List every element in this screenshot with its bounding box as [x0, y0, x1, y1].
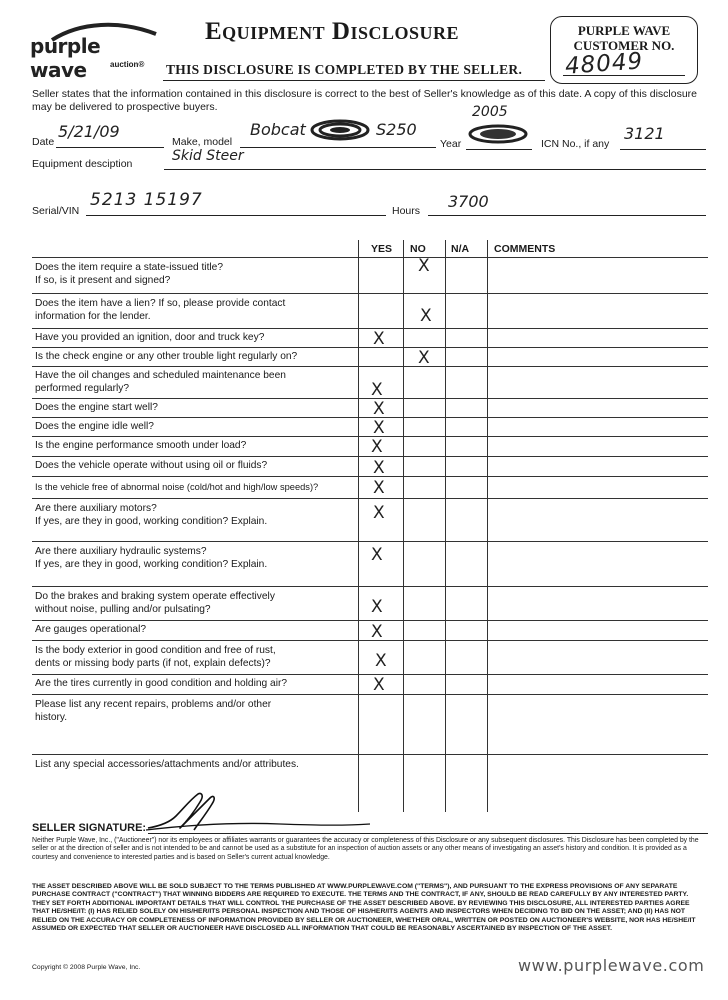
scribble-mark [308, 116, 372, 144]
check-mark[interactable]: X [375, 651, 387, 671]
check-mark[interactable]: X [371, 437, 383, 457]
header-no: NO [410, 243, 426, 255]
question-engine-performance: Is the engine performance smooth under load? [35, 440, 247, 451]
make-value[interactable]: Bobcat [250, 120, 306, 139]
year-label: Year [440, 138, 462, 150]
check-mark[interactable]: X [373, 503, 385, 523]
date-value[interactable]: 5/21/09 [58, 122, 120, 141]
question-engine-start: Does the engine start well? [35, 402, 158, 413]
check-mark[interactable]: X [371, 597, 383, 617]
check-mark[interactable]: X [371, 545, 383, 565]
check-mark[interactable]: X [373, 329, 385, 349]
check-mark[interactable]: X [373, 418, 385, 438]
check-mark[interactable]: X [373, 458, 385, 478]
date-label: Date [32, 136, 55, 148]
check-mark[interactable]: X [418, 256, 430, 276]
year-scribble-mark [466, 122, 530, 146]
intro-paragraph: Seller states that the information contained in this disclosure is correct to the best of Seller's knowledge as of this date. A copy of this disclosure may be delivered to prospective buyers. [32, 88, 698, 113]
check-mark[interactable]: X [418, 348, 430, 368]
question-gauges: Are gauges operational? [35, 624, 147, 635]
copyright-text: Copyright © 2008 Purple Wave, Inc. [32, 964, 141, 971]
question-noise: Is the vehicle free of abnormal noise (cold/hot and high/low speeds)? [35, 482, 319, 492]
serial-value[interactable]: 5213 15197 [90, 190, 203, 210]
legal-terms-text: THE ASSET DESCRIBED ABOVE WILL BE SOLD SUBJECT TO THE TERMS PUBLISHED AT WWW.PURPLEWAVE.COM ("TERMS"), AND PURSUANT TO THE EXPRESS PROVISIONS OF ANY SEPARATE PURCHASE CONTRACT ("CONTRACT") THAT WINNING BIDDERS ARE REQUIRED TO EXECUTE. THE TERMS AND THE CONTRACT, IF ANY, SHOULD BE READ CAREFULLY BY ANY INTERESTED PARTY. THEY SET FORTH ADDITIONAL IMPORTANT DETAILS THAT WILL CONTROL THE PURCHASE OF THE ASSET DESCRIBED ABOVE. BY REVIEWING THIS DISCLOSURE, ALL INTERESTED PARTIES AGREE THAT HE/SHE/IT: (I) HAS RELIED SOLELY ON HIS/HER/ITS PERSONAL INSPECTION AND THOSE OF HIS/HER/ITS AGENTS AND INSPECTORS WHEN DECIDING TO BID ON THE ASSET; AND (II) HAS NOT RELIED ON THE ACCURACY OR COMPLETENESS OF INFORMATION PROVIDED BY SELLER OR AUCTIONEER, WHETHER ORAL, WRITTEN OR POSTED ON AUCTIONEER'S WEBSITE, NOR HAS HE/SHE/IT ASSUMED OR EXPECTED THAT SELLER OR AUCTIONEER HAVE DISCLOSED ALL INFORMATION THAT COULD BE REASONABLY ASCERTAINED BY INSPECTION OF THE ASSET. [32, 883, 696, 933]
seller-signature-label: SELLER SIGNATURE: [32, 822, 147, 834]
question-fluids: Does the vehicle operate without using oil or fluids? [35, 460, 268, 471]
hours-label: Hours [392, 205, 421, 217]
customer-box-line2: CUSTOMER NO. [573, 38, 675, 53]
question-oil-changes: Have the oil changes and scheduled maintenance been performed regularly? [35, 370, 286, 394]
header-na: N/A [451, 243, 470, 255]
question-accessories: List any special accessories/attachments and/or attributes. [35, 759, 299, 770]
question-aux-motors: Are there auxiliary motors? If yes, are they in good, working condition? Explain. [35, 503, 268, 527]
customer-box-line1: PURPLE WAVE [577, 23, 671, 38]
purple-wave-logo [30, 20, 160, 82]
question-body: Is the body exterior in good condition and free of rust, dents or missing body parts (if not, explain defects)? [35, 645, 276, 669]
header-comments: COMMENTS [494, 243, 556, 255]
page-subtitle: THIS DISCLOSURE IS COMPLETED BY THE SELLER. [166, 62, 523, 77]
make-model-label: Make, model [172, 136, 233, 148]
question-repairs: Please list any recent repairs, problems and/or other history. [35, 699, 272, 723]
header-yes: YES [371, 243, 393, 255]
question-brakes: Do the brakes and braking system operate effectively without noise, pulling and/or pulsating? [35, 591, 275, 615]
check-mark[interactable]: X [420, 306, 432, 326]
serial-label: Serial/VIN [32, 205, 80, 217]
disclaimer-text: Neither Purple Wave, Inc., ("Auctioneer") nor its employees or affiliates warrants or guarantees the accuracy or completeness of this Disclosure or any subsequent disclosures. This Disclosure has been completed by the seller or at the direction of seller and is not intended to be and cannot be used as a substitute for an inspection of auction assets or any other means of investigating an asset's history and condition. It is provided as a courtesy and convenience to interested parties and is based on Seller's current actual knowledge. [32, 837, 699, 861]
icn-label: ICN No., if any [541, 138, 610, 150]
logo-subtext: auction® [110, 60, 145, 69]
equipment-description-value[interactable]: Skid Steer [172, 148, 244, 164]
question-title: Does the item require a state-issued title? If so, is it present and signed? [35, 262, 223, 286]
equipment-description-label: Equipment desciption [32, 158, 133, 170]
question-aux-hydraulic: Are there auxiliary hydraulic systems? If yes, are they in good, working condition? Explain. [35, 546, 268, 570]
check-mark[interactable]: X [371, 622, 383, 642]
question-lien: Does the item have a lien? If so, please provide contact information for the lender. [35, 298, 286, 322]
logo-wordmark: purple wave [30, 34, 101, 82]
check-mark[interactable]: X [371, 380, 383, 400]
question-engine-idle: Does the engine idle well? [35, 421, 154, 432]
check-mark[interactable]: X [373, 399, 385, 419]
customer-number-box [550, 16, 698, 84]
model-value[interactable]: S250 [376, 120, 417, 139]
question-tires: Are the tires currently in good condition and holding air? [35, 678, 288, 689]
website-link[interactable]: www.purplewave.com [518, 956, 705, 975]
customer-number-value: 48049 [564, 48, 644, 80]
year-value[interactable]: 2005 [472, 104, 508, 120]
hours-value[interactable]: 3700 [448, 192, 489, 211]
page-title: Equipment Disclosure [205, 18, 460, 45]
question-trouble-light: Is the check engine or any other trouble light regularly on? [35, 351, 298, 362]
seller-signature[interactable] [140, 786, 380, 836]
check-mark[interactable]: X [373, 478, 385, 498]
check-mark[interactable]: X [373, 675, 385, 695]
icn-value[interactable]: 3121 [624, 124, 665, 143]
question-keys: Have you provided an ignition, door and truck key? [35, 332, 265, 343]
